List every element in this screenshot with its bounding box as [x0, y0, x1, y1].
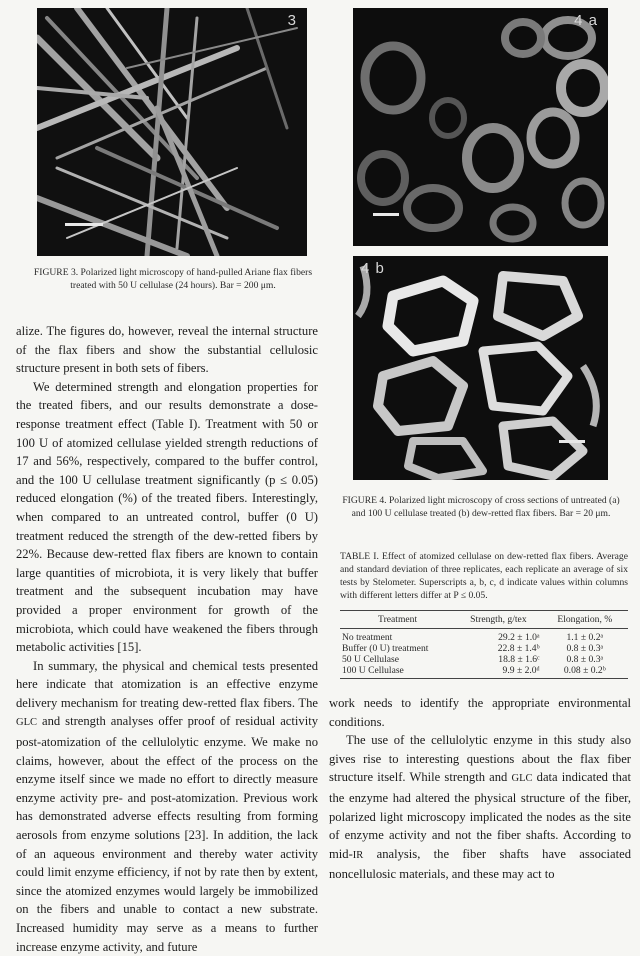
- table-1: [340, 550, 628, 679]
- table-cell-elongation: 0.8 ± 0.3ᵃ: [566, 654, 604, 665]
- table-row: [340, 643, 628, 654]
- figure-4b-scale-bar: [559, 440, 585, 443]
- left-paragraph-3-glc: GLC: [16, 717, 37, 729]
- figure-3-caption: FIGURE 3. Polarized light microscopy of hand-pulled Ariane flax fibers treated with 50 U cellulase (24 hours). Bar = 200 μm.: [33, 267, 313, 291]
- figure-3-scale-bar: [65, 223, 103, 226]
- left-column-text: [16, 322, 318, 956]
- table-row: [340, 665, 628, 679]
- table-1-grid: [340, 610, 628, 679]
- right-column-text: [329, 694, 631, 884]
- table-row: [340, 629, 628, 644]
- table-cell-elongation: 0.8 ± 0.3ᵃ: [566, 643, 604, 654]
- left-paragraph-3-b: and strength analyses offer proof of residual activity post-atomization of the cellulolytic enzyme. We make no claims, however, about the effect of the process on the enzyme itself since we made no effort to directly measure enzyme activity pre- and post-atomization. Previous work has demonstrated adverse effects resulting from forming aerosols from enzyme solutions [23]. In addition, the lack of an aqueous environment and thereby water activity could limit enzyme efficiency, if not by rate then by extent, since the atomized enzymes would largely be immobilized on the fibers and unable to contact a new substrate. Increased humidity may serve as a means to further increase enzyme activity, and future: [16, 714, 318, 954]
- table-cell-strength: 18.8 ± 1.6ᶜ: [498, 654, 540, 665]
- table-cell-treatment: No treatment: [342, 632, 393, 643]
- table-cell-elongation: 1.1 ± 0.2ᵃ: [566, 632, 604, 643]
- figure-3-image: [37, 8, 307, 256]
- right-paragraph-2-b: data indicated that the enzyme had altered the physical structure of the fiber, polarized light microscopy implicated the nodes as the site of enzyme activity and not the fiber shafts. According to mid-: [329, 770, 631, 861]
- table-1-header-strength: Strength, g/tex: [455, 611, 541, 629]
- right-paragraph-1: work needs to identify the appropriate environmental conditions.: [329, 696, 631, 729]
- table-1-header-treatment: Treatment: [340, 611, 455, 629]
- left-paragraph-1: alize. The figures do, however, reveal the internal structure of the flax fibers and show the substantial cellulosic structure present in both sets of fibers.: [16, 324, 318, 376]
- left-paragraph-3: [16, 657, 318, 956]
- figure-4b-label: 4 b: [361, 260, 385, 277]
- table-1-header-elongation: Elongation, %: [542, 611, 628, 629]
- table-row: [340, 654, 628, 665]
- table-cell-elongation: 0.08 ± 0.2ᵇ: [542, 665, 628, 679]
- figure-4a-label: 4 a: [574, 12, 598, 29]
- figure-4-caption: FIGURE 4. Polarized light microscopy of cross sections of untreated (a) and 100 U cellulase treated (b) dew-retted flax fibers. Bar = 20 μm.: [342, 495, 620, 519]
- figure-4a-scale-bar: [373, 213, 399, 216]
- right-paragraph-2: [329, 731, 631, 884]
- table-1-header-row: [340, 611, 628, 629]
- figure-4a-micrograph: [353, 8, 608, 246]
- table-cell-treatment: 100 U Cellulase: [340, 665, 455, 679]
- figure-3-micrograph: [37, 8, 307, 256]
- figure-3-label: 3: [287, 12, 297, 29]
- table-cell-treatment: Buffer (0 U) treatment: [342, 643, 429, 654]
- table-cell-strength: 22.8 ± 1.4ᵇ: [497, 643, 540, 654]
- figure-4b-micrograph: [353, 256, 608, 480]
- right-paragraph-2-c: analysis, the fiber shafts have associated noncellulosic materials, and these may act to: [329, 846, 631, 882]
- left-paragraph-2: We determined strength and elongation properties for the treated fibers, and our results demonstrate a dose-response treatment effect (Table I). Treatment with 50 or 100 U of atomized cellulase yielded strength reductions of 17 and 56%, respectively, compared to the buffer control, and the 100 U cellulase treatment significantly (p ≤ 0.05) reduced elongation (%) of the treated fibers. Interestingly, when compared to an untreated control, buffer (0 U) treatment reduced the strength of the dew-retted fibers by 22%. Because dew-retted flax fibers are known to contain large quantities of microbiota, it is very likely that buffer treatment and the subsequent incubation may have provided a proper environment for growth of the microbiota, which could have weakened the fibers through metabolic activities [15].: [16, 379, 318, 655]
- table-cell-strength: 9.9 ± 2.0ᵈ: [455, 665, 541, 679]
- right-paragraph-2-a: The use of the cellulolytic enzyme in this study also gives rise to interesting questions about the flax fiber structure itself. While strength and: [329, 733, 631, 785]
- table-cell-strength: 29.2 ± 1.0ᵃ: [498, 632, 540, 643]
- left-paragraph-3-a: In summary, the physical and chemical tests presented here indicate that atomization is an effective enzyme delivery mechanism for treating dew-retted flax fibers. The: [16, 658, 318, 710]
- table-cell-treatment: 50 U Cellulase: [342, 654, 400, 665]
- figure-4b-image: [353, 256, 608, 480]
- right-paragraph-2-ir: IR: [352, 849, 364, 861]
- right-paragraph-2-glc: GLC: [511, 773, 533, 785]
- table-1-title: TABLE I. Effect of atomized cellulase on dew-retted flax fibers. Average and standard deviation of three replicates, each replicate an average of six tests by Stelometer. Superscripts a, b, c, d indicate values within columns with different letters differ at P ≤ 0.05.: [340, 551, 628, 601]
- figure-4a-image: [353, 8, 608, 246]
